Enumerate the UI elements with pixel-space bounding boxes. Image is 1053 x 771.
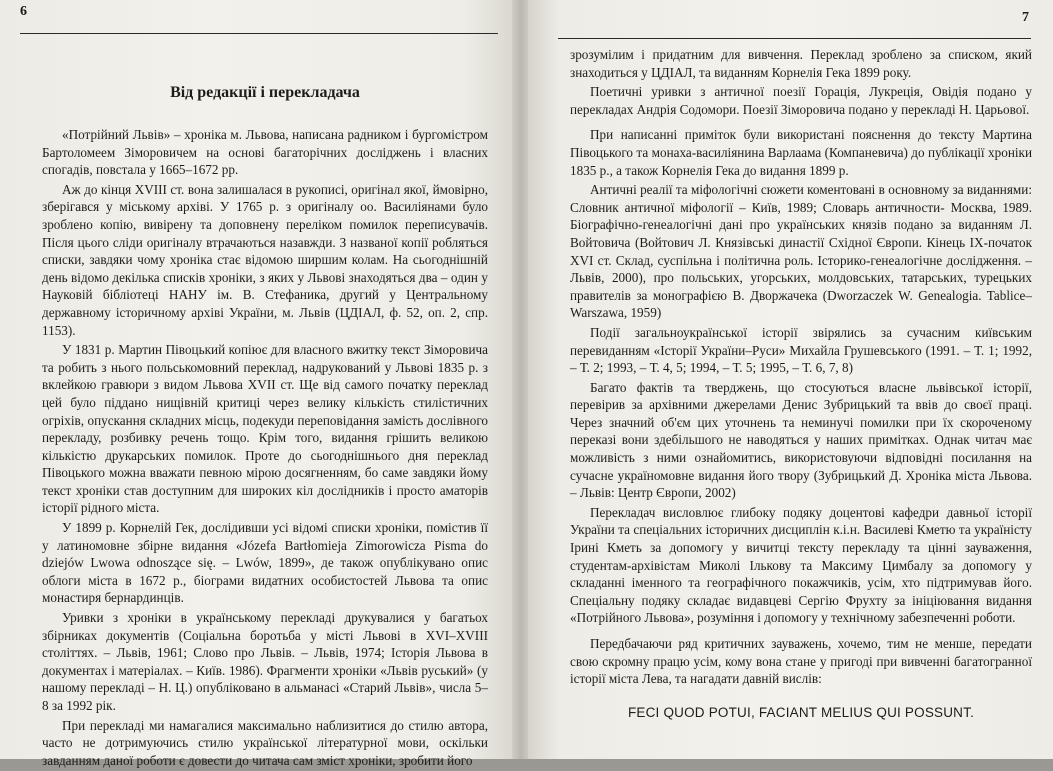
paragraph: зрозумілим і придатним для вивчення. Переклад зроблено за списком, який знаходиться у ЦДІАЛ, та виданням Корнелія Гека 1899 року. (570, 47, 1032, 80)
paragraph: Поетичні уривки з античної поезії Горація, Лукреція, Овідія подано у перекладах Андрія Содомори. Поезії Зіморовича подано у перекладі Н. Царьової. (570, 84, 1032, 117)
left-page (0, 0, 516, 768)
paragraph: У 1831 р. Мартин Півоцький копіює для власного вжитку текст Зіморовича та робить з нього польськомовний переклад, надрукований у Львові 1835 р. з вклейкою гравюри з видом Львова XVII ст. Ще від самого початку переклад цей було піддано нищівній критиці через велику кількість стилістичних огріхів, опускання складних місць, подекуди переповідання замість дослівного перекладу, розбивку речень тощо. Крім того, видання грішить великою кількістю друкарських помилок. Проте до сьогоднішнього дня переклад Півоцького можна вважати певною мірою досягненням, бо саме завдяки йому текст хроніки став доступним для широких кіл дослідників і просто аматорів історії рідного міста. (42, 342, 488, 516)
paragraph: Уривки з хроніки в українському перекладі друкувалися у багатьох збірниках документів (Соціальна боротьба у місті Львові в XVI–XVIII століттях. – Львів, 1961; Слово про Львів. – Львів, 1974; Історія Львова в документах і матеріалах. – Київ. 1986). Фрагменти хроніки «Львів руський» (у нашому перекладі – Н. Ц.) опубліковано в альманасі «Старий Львів», числа 5–8 за 1992 рік. (42, 610, 488, 713)
left-body (42, 126, 488, 771)
paragraph: Аж до кінця XVIII ст. вона залишалася в рукописі, оригінал якої, ймовірно, зберігався у міському архіві. У 1765 р. з оригіналу оо. Василіянами було зроблено копію, вивірену та доповнену переліком помилок переписувачів. Після цього сліди оригіналу втрачаються назавжди. З названої копії робляться списки, завдяки чому хроніка стає відомою ширшим колам. На сьогоднішній день відомо декілька списків хроніки, з яких у Львові знаходяться два – один у Науковій бібліотеці НАНУ ім. В. Стефаника, другий у Центральному державному історичному архіві України, м. Львів (ЦДІАЛ, ф. 52, оп. 2, спр. 1153). (42, 181, 488, 338)
paragraph: При перекладі ми намагалися максимально наблизитися до стилю автора, часто не дотримуючись стилю української літературної мови, оскільки завданням даної роботи є довести до читача сам зміст хроніки, зробити його (42, 717, 488, 768)
paragraph: Перекладач висловлює глибоку подяку доцентові кафедри давньої історії України та спеціальних історичних дисциплін к.і.н. Василеві Кметю та україністу Ірині Кметь за допомогу у вичитці тексту перекладу та цінні зауваження, студентам-архівістам Миколі Ількову та Максиму Цимбалу за допомогу у складанні іменного та географічного покажчиків, усім, хто підтримував його. Спеціальну подяку складає видавцеві Сергію Фрухту за ініціювання видання «Потрійного Львова», розуміння і допомогу у технічному забезпеченні роботи. (570, 504, 1032, 626)
section-title: Від редакції і перекладача (170, 84, 360, 101)
paragraph: Античні реалії та міфологічні сюжети коментовані в основному за виданнями: Словник античної міфології – Київ, 1989; Словарь античности- Москва, 1989. Біографічно-генеалогічні дані про українських князів подано за виданням Л. Войтовича (Войтович Л. Князівські династії Східної Європи. Кінець IX-початок XVI ст. Склад, суспільна і політична роль. Історико-генеалогічне дослідження. – Львів, 2000), про польських, угорських, молдовських, татарських, турецьких правителів за монографією В. Дворжачека (Dworzaczek W. Genealogia. Tablice–Warszawa, 1959) (570, 182, 1032, 321)
header-rule (20, 33, 498, 34)
latin-motto: FECI QUOD POTUI, FACIANT MELIUS QUI POSSUNT. (627, 704, 975, 720)
right-body (570, 46, 1032, 723)
paragraph: При написанні приміток були використані пояснення до тексту Мартина Півоцького та монаха-василіянина Варлаама (Компаневича) до публікації хроніки 1835 р., а також Корнелія Гека до видання 1899 р. (570, 127, 1032, 178)
paragraph: Передбачаючи ряд критичних зауважень, хочемо, тим не менше, передати свою скромну працю усім, кому вона стане у пригоді при вивченні багатогранної історії міста Лева, та нагадати давній вислів: (570, 636, 1032, 687)
paragraph: Події загальноукраїнської історії звірялись за сучасним київським перевиданням «Історії України–Руси» Михайла Грушевського (1991. – Т. 1; 1992, – Т. 2; 1993, – Т. 4, 5; 1994, – Т. 5; 1995, – Т. 6, 7, 8) (570, 324, 1032, 376)
paragraph: У 1899 р. Корнелій Гек, дослідивши усі відомі списки хроніки, помістив її у латиномовне збірне видання «Józefa Bartłomieja Zimorowicza Pisma do dziejów Lwowa odnoszące się. – Lwów, 1899», де також опублікувано опис облоги міста в 1672 р., біограми видатних особистостей Львова та опис монастиря бернардинців. (42, 520, 488, 606)
right-page (528, 0, 1053, 759)
page-number: 6 (20, 4, 27, 19)
header-rule (558, 38, 1031, 39)
paragraph: «Потрійний Львів» – хроніка м. Львова, написана радником і бургомістром Бартоломеем Зіморовичем на основі багаторічних досліджень і власних спогадів, повстала у 1665–1672 рр. (42, 127, 488, 178)
page-number: 7 (1022, 10, 1029, 25)
paragraph: Багато фактів та тверджень, що стосуються власне львівської історії, перевірив за архівними джерелами Денис Зубрицький та ввів до своєї праці. Через значний об'єм цих уточнень та неминучі помилки при їх скороченому переказі вони здебільшого не наводяться у наших примітках. Однак читач має можливість з ними ознайомитись, використовуючи відповідні посилання на сучасне україномовне видання його твору (Зубрицький Д. Хроніка міста Львова. – Львів: Центр Європи, 2002) (570, 379, 1032, 501)
